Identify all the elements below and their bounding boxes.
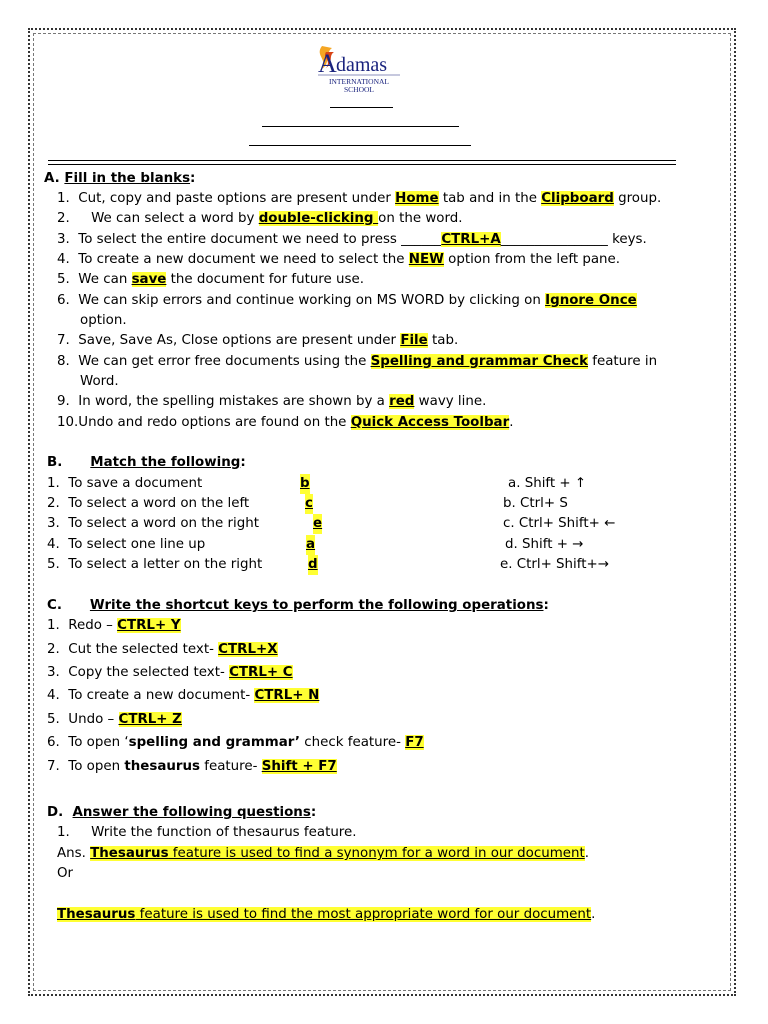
match-option: c. Ctrl+ Shift+ ← [503, 516, 616, 531]
section-a-heading: A. Fill in the blanks: [44, 171, 196, 186]
logo-subline-1: INTERNATIONAL [329, 77, 389, 86]
header-double-rule [48, 160, 676, 168]
header-blank-line-2 [262, 126, 459, 127]
list-item: 9. In word, the spelling mistakes are shown by a red wavy line. [57, 394, 487, 409]
answer-1: Ans. Thesaurus feature is used to find a synonym for a word in our document. [57, 846, 589, 861]
shortcut-item: 6. To open ‘spelling and grammar’ check feature- F7 [47, 735, 424, 750]
match-option: e. Ctrl+ Shift+→ [500, 557, 609, 572]
list-item: 5. We can save the document for future use. [57, 272, 364, 287]
match-option: a. Shift + ↑ [508, 476, 587, 491]
match-row: 5. To select a letter on the right [47, 557, 263, 572]
shortcut-item: 7. To open thesaurus feature- Shift + F7 [47, 759, 337, 774]
match-option: b. Ctrl+ S [503, 496, 568, 511]
or-label: Or [57, 866, 74, 881]
section-b-heading: B. Match the following: [47, 455, 246, 470]
match-row: 1. To save a document [47, 476, 203, 491]
list-item-continuation: option. [80, 313, 127, 328]
match-row: 3. To select a word on the right [47, 516, 259, 531]
list-item-continuation: Word. [80, 374, 119, 389]
list-item: 8. We can get error free documents using the Spelling and grammar Check feature in [57, 354, 658, 369]
question: 1. Write the function of thesaurus feature. [57, 825, 357, 840]
match-answer: d [308, 555, 318, 575]
match-answer: a [306, 535, 315, 555]
list-item: 1. Cut, copy and paste options are present under Home tab and in the Clipboard group. [57, 191, 662, 206]
match-answer: b [300, 474, 310, 494]
shortcut-item: 5. Undo – CTRL+ Z [47, 712, 182, 727]
match-row: 2. To select a word on the left [47, 496, 250, 511]
header-blank-line-3 [249, 145, 471, 146]
list-item: 3. To select the entire document we need to press ______CTRL+A________________ keys. [57, 232, 647, 247]
list-item: 2. We can select a word by double-clicking on the word. [57, 211, 463, 226]
shortcut-item: 3. Copy the selected text- CTRL+ C [47, 665, 293, 680]
section-c-heading: C. Write the shortcut keys to perform the following operations: [47, 598, 549, 613]
shortcut-item: 4. To create a new document- CTRL+ N [47, 688, 320, 703]
list-item: 10.Undo and redo options are found on the Quick Access Toolbar. [57, 415, 514, 430]
school-logo [310, 42, 415, 94]
list-item: 4. To create a new document we need to select the NEW option from the left pane. [57, 252, 621, 267]
match-row: 4. To select one line up [47, 537, 206, 552]
logo-wordmark: damas [336, 54, 388, 76]
list-item: 6. We can skip errors and continue working on MS WORD by clicking on Ignore Once [57, 293, 637, 308]
section-d-heading: D. Answer the following questions: [47, 805, 317, 820]
match-answer: c [305, 494, 313, 514]
shortcut-item: 1. Redo – CTRL+ Y [47, 618, 181, 633]
match-answer: e [313, 514, 322, 534]
logo-a-letter: A [318, 49, 337, 78]
shortcut-item: 2. Cut the selected text- CTRL+X [47, 642, 278, 657]
logo-subline-2: SCHOOL [343, 85, 375, 94]
list-item: 7. Save, Save As, Close options are present under File tab. [57, 333, 459, 348]
match-option: d. Shift + → [505, 537, 584, 552]
header-blank-line-1 [330, 107, 393, 108]
answer-2: Thesaurus feature is used to find the most appropriate word for our document. [57, 907, 596, 922]
